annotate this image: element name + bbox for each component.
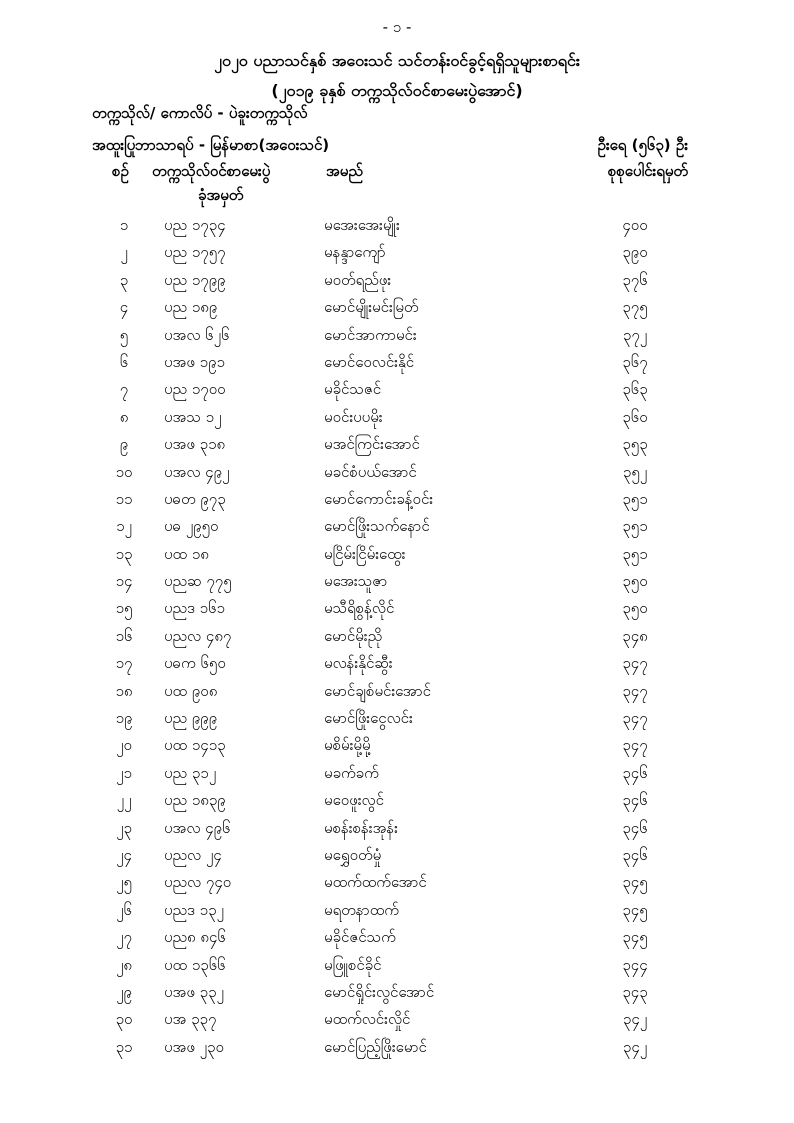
total-marks: ၃၄၆	[622, 845, 648, 864]
total-marks: ၃၆၇	[622, 352, 648, 371]
student-name: မဝေဖူးလွင်	[324, 791, 384, 810]
total-marks: ၃၄၂	[622, 1010, 648, 1029]
roll-number: ပအဖ ၂၃၀	[164, 1037, 224, 1056]
student-name: မောင်မိုးညို	[324, 626, 383, 645]
table-row	[0, 682, 794, 709]
roll-number: ပဓ ၂၉၅၀	[164, 517, 219, 536]
roll-number: ပည ၁၇၅၇	[164, 243, 226, 262]
column-header-marks: စုစုပေါင်းရမှတ်	[607, 162, 688, 180]
row-number: ၁၃	[115, 544, 133, 563]
row-number: ၇	[119, 380, 129, 399]
roll-number: ပအလ ၆၂၆	[164, 325, 230, 344]
roll-number: ပဓတ ၉၇၃	[164, 489, 226, 508]
table-row	[0, 435, 794, 462]
student-name: မောင်ပြည့်ဖြိုးမောင်	[324, 1037, 427, 1056]
row-number: ၃၁	[115, 1037, 133, 1056]
student-name: မထက်လင်းလှိုင်	[324, 1010, 411, 1029]
roll-number: ပည ၉၉၉	[164, 709, 218, 728]
roll-number: ပအဖ ၃၁၈	[164, 435, 226, 454]
major-label: အထူးပြုဘာသာရပ် - မြန်မာစာ(အဝေးသင်)	[92, 136, 330, 154]
total-marks: ၃၅၁	[622, 517, 648, 536]
student-name: မအင်ကြင်းအောင်	[324, 435, 420, 454]
table-row	[0, 983, 794, 1010]
total-marks: ၃၄၈	[622, 626, 648, 645]
roll-number: ပထ ၁၃၆၆	[164, 955, 226, 974]
row-number: ၁၇	[115, 654, 133, 673]
table-row	[0, 216, 794, 243]
total-marks: ၃၄၅	[622, 900, 648, 919]
table-row	[0, 1010, 794, 1037]
row-number: ၂၁	[116, 763, 132, 782]
row-number: ၃၀	[115, 1010, 133, 1029]
roll-number: ပထ ၉၀၈	[164, 681, 218, 700]
row-number: ၁၄	[115, 572, 133, 591]
student-name: မငြိမ်းငြိမ်းထွေး	[324, 544, 406, 563]
student-name: မအေးအေးမျိုး	[324, 216, 400, 234]
row-number: ၂၄	[116, 845, 132, 864]
student-name: မောင်အာကာမင်း	[324, 325, 417, 344]
student-name: မောင်ဖြိုးငွေလင်း	[324, 709, 413, 728]
student-name: မခင်စံပယ်အောင်	[324, 462, 417, 481]
total-marks: ၃၆၀	[622, 407, 648, 426]
roll-number: ပထ ၁၈	[164, 544, 209, 563]
table-row	[0, 353, 794, 380]
table-row	[0, 791, 794, 818]
table-row	[0, 654, 794, 681]
table-row	[0, 408, 794, 435]
student-name: မဖြူစင်ခိုင်	[324, 955, 382, 974]
table-row	[0, 846, 794, 873]
student-name: မခိုင်သဇင်	[324, 380, 382, 399]
roll-number: ပညဒ ၁၃၂	[164, 900, 224, 919]
university-label: တက္ကသိုလ်/ ကောလိပ် - ပဲခူးတက္ကသိုလ်	[92, 104, 308, 122]
student-name: မအေးသူဇာ	[324, 572, 388, 591]
document-title: ၂၀၂၀ ပညာသင်နှစ် အဝေးသင် သင်တန်းဝင်ခွင့်ရရှိသူများစာရင်း	[214, 51, 580, 70]
column-header-roll-line-2: ခုံအမှတ်	[198, 186, 244, 204]
student-name: မောင်ရှိုင်းလွင်အောင်	[324, 982, 435, 1001]
row-number: ၂၅	[116, 873, 132, 892]
roll-number: ပထ ၁၄၁၃	[164, 736, 226, 755]
roll-number: ပညလ ၄၈၇	[164, 626, 232, 645]
student-name: မရွှေဝတ်မှုံ	[324, 845, 382, 864]
roll-number: ပအ ၃၃၇	[164, 1010, 217, 1029]
roll-number: ပအသ ၁၂	[164, 407, 222, 426]
total-marks: ၃၄၇	[622, 736, 648, 755]
total-marks: ၃၅၂	[622, 462, 648, 481]
row-number: ၂၈	[116, 955, 132, 974]
total-marks: ၃၄၆	[622, 791, 648, 810]
table-row	[0, 956, 794, 983]
row-number: ၁၁	[115, 489, 133, 508]
student-name: မစန်းစန်းအုန်း	[324, 818, 398, 837]
table-row	[0, 545, 794, 572]
row-number: ၁၈	[115, 681, 133, 700]
table-row	[0, 572, 794, 599]
table-row	[0, 1038, 794, 1065]
student-name: မောင်မျိုးမင်းမြတ်	[324, 298, 419, 317]
student-name: မောင်ဝေလင်းနိုင်	[324, 352, 415, 371]
total-marks: ၃၅၁	[622, 489, 648, 508]
roll-number: ပညဆ ၇၇၅	[164, 572, 232, 591]
table-row	[0, 819, 794, 846]
total-marks: ၃၄၃	[622, 982, 648, 1001]
total-marks: ၃၉၀	[622, 243, 648, 262]
total-marks: ၃၇၅	[622, 298, 648, 317]
student-name: မရတနာထက်	[324, 900, 399, 919]
column-header-roll: တက္ကသိုလ်ဝင်စာမေးပွဲ	[152, 162, 271, 180]
student-name: မခိုင်ဇင်သက်	[324, 928, 396, 947]
student-name: မလန်းနိုင်ဆွီး	[324, 654, 393, 673]
student-name: မောင်ဖြိုးသက်နောင်	[324, 517, 430, 536]
roll-number: ပည၈ ၈၄၆	[164, 928, 226, 947]
total-marks: ၃၄၄	[622, 955, 648, 974]
table-row	[0, 599, 794, 626]
row-number: ၂၉	[116, 982, 132, 1001]
total-marks: ၃၄၆	[622, 818, 648, 837]
row-number: ၆	[119, 352, 129, 371]
row-number: ၉	[119, 435, 129, 454]
total-marks: ၃၅၁	[622, 544, 648, 563]
total-marks: ၃၇၂	[622, 325, 648, 344]
roll-number: ပည ၃၁၂	[164, 763, 217, 782]
student-name: မစိမ်းမို့မို့	[324, 736, 371, 755]
total-marks: ၃၆၃	[622, 380, 648, 399]
roll-number: ပအလ ၄၉၂	[164, 462, 230, 481]
results-table	[0, 216, 794, 1065]
table-row	[0, 764, 794, 791]
table-row	[0, 243, 794, 270]
total-marks: ၃၇၆	[622, 270, 648, 289]
roll-number: ပည ၁၇၃၄	[164, 216, 226, 234]
document-subtitle: (၂၀၁၉ ခုနှစ် တက္ကသိုလ်ဝင်စာမေးပွဲအောင်)	[271, 81, 523, 100]
row-number: ၂	[120, 243, 128, 262]
student-name: မောင်ချစ်မင်းအောင်	[324, 681, 431, 700]
total-marks: ၃၅၀	[622, 599, 648, 618]
total-marks: ၃၄၇	[622, 709, 648, 728]
row-number: ၁၀	[115, 462, 133, 481]
total-marks: ၃၅၃	[622, 435, 648, 454]
table-row	[0, 490, 794, 517]
total-marks: ၃၄၂	[622, 1037, 648, 1056]
roll-number: ပဓက ၆၅၀	[164, 654, 226, 673]
table-row	[0, 380, 794, 407]
student-name: မခက်ခက်	[324, 763, 379, 782]
student-name: မဝတ်ရည်ဖုး	[324, 270, 392, 289]
table-row	[0, 901, 794, 928]
table-row	[0, 271, 794, 298]
roll-number: ပအဖ ၃၃၂	[164, 982, 224, 1001]
total-marks: ၄၀၀	[622, 216, 648, 234]
student-name: မနန္ဒာကျော်	[324, 243, 386, 262]
row-number: ၂၀	[116, 736, 132, 755]
student-name: မသီရိစွန့်လိုင်	[324, 599, 395, 618]
total-marks: ၃၅၀	[622, 572, 648, 591]
row-number: ၂၇	[116, 928, 132, 947]
table-row	[0, 326, 794, 353]
page-number: - ၁ -	[382, 18, 412, 36]
table-row	[0, 298, 794, 325]
roll-number: ပအဖ ၁၉၁	[164, 352, 225, 371]
student-name: မထက်ထက်အောင်	[324, 873, 427, 892]
row-number: ၁၆	[115, 626, 133, 645]
roll-number: ပည ၁၇၀၀	[164, 380, 226, 399]
row-number: ၄	[119, 298, 129, 317]
table-row	[0, 709, 794, 736]
roll-number: ပည ၁၈၉	[164, 298, 218, 317]
roll-number: ပည ၁၈၃၉	[164, 791, 226, 810]
table-row	[0, 736, 794, 763]
row-number: ၂၃	[116, 818, 132, 837]
row-number: ၂၂	[116, 791, 132, 810]
row-number: ၁၂	[116, 517, 132, 536]
row-number: ၁၅	[115, 599, 133, 618]
roll-number: ပညဒ ၁၆၁	[164, 599, 225, 618]
roll-number: ပညလ ၂၄	[164, 845, 222, 864]
row-number: ၂၆	[116, 900, 132, 919]
column-header-no: စဉ်	[112, 162, 129, 180]
roll-number: ပညလ ၇၄၀	[164, 873, 232, 892]
roll-number: ပအလ ၄၉၆	[164, 818, 231, 837]
row-number: ၅	[119, 325, 129, 344]
table-row	[0, 928, 794, 955]
total-marks: ၃၄၇	[622, 654, 648, 673]
total-marks: ၃၄၆	[622, 763, 648, 782]
row-number: ၁၉	[115, 709, 133, 728]
table-row	[0, 517, 794, 544]
roll-number: ပည ၁၇၉၉	[164, 270, 226, 289]
total-marks: ၃၄၅	[622, 873, 648, 892]
table-row	[0, 463, 794, 490]
total-marks: ၃၄၅	[622, 928, 648, 947]
row-number: ၃	[119, 270, 129, 289]
total-marks: ၃၄၇	[622, 681, 648, 700]
column-header-name: အမည်	[326, 162, 363, 180]
table-row	[0, 873, 794, 900]
student-name: မောင်ကောင်းခန့်ဝင်း	[324, 489, 434, 508]
row-number: ၁	[119, 216, 129, 234]
student-name: မဝင်းပပမိုး	[324, 407, 383, 426]
quota-label: ဦးရေ (၅၆၃) ဦး	[597, 136, 688, 154]
row-number: ၈	[119, 407, 129, 426]
table-row	[0, 627, 794, 654]
